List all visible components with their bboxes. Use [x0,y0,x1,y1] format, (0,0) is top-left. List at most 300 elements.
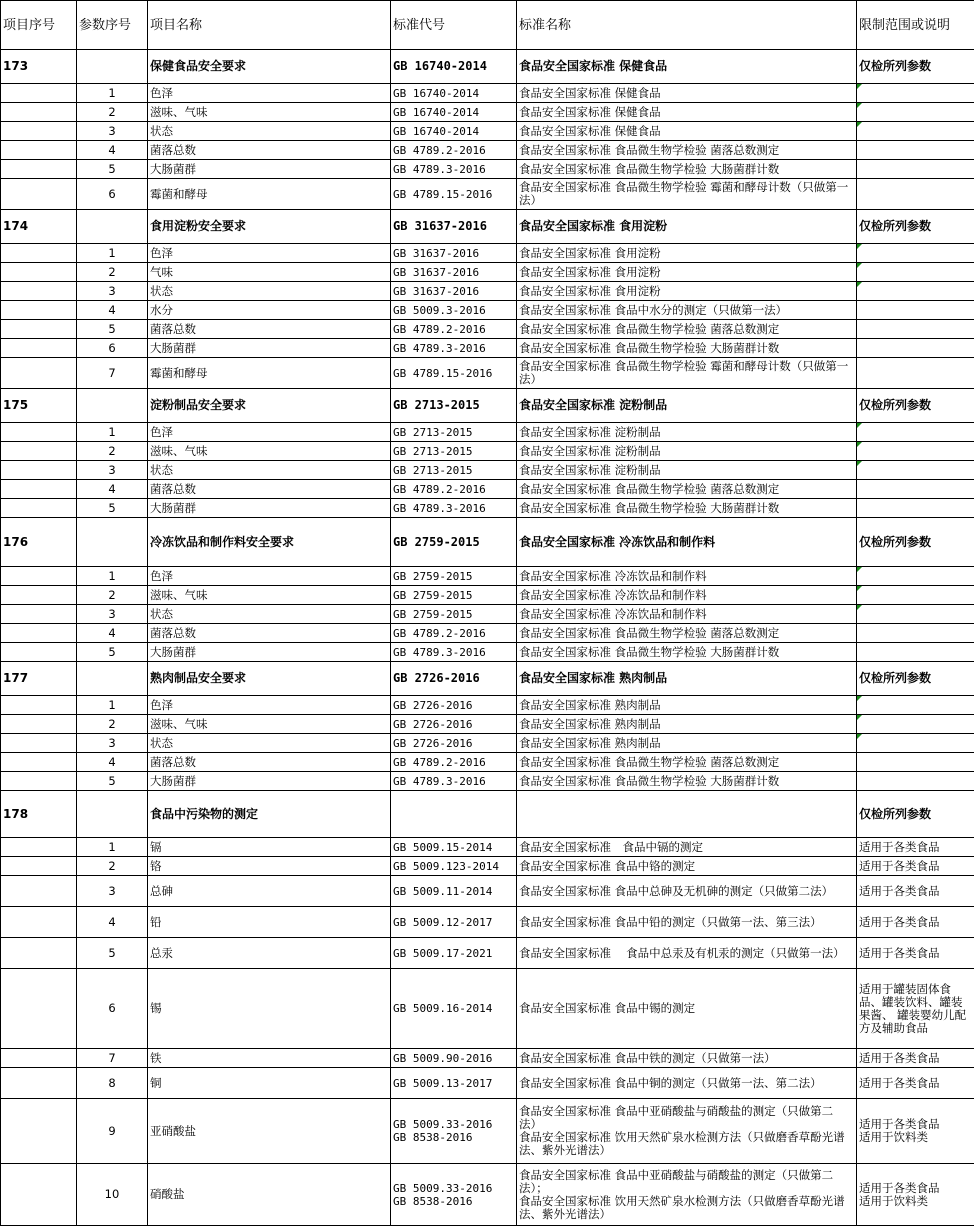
cell-standard-code: GB 16740-2014 [391,50,517,84]
cell-scope [857,141,974,160]
cell-param-no [77,50,148,84]
cell-standard-name: 食品安全国家标准 食品微生物学检验 菌落总数测定 [517,753,857,772]
cell-scope [857,643,974,662]
cell-project-no [1,605,77,624]
cell-project-no [1,876,77,907]
cell-project-no [1,160,77,179]
cell-standard-name: 食品安全国家标准 食品中铬的测定 [517,857,857,876]
table-row [1,423,974,442]
cell-scope [857,423,974,442]
cell-param-no: 8 [77,1068,148,1099]
cell-project-no: 173 [1,50,77,84]
cell-standard-code: GB 31637-2016 [391,210,517,244]
cell-project-no [1,423,77,442]
cell-scope: 仅检所列参数 [857,210,974,244]
table-row [1,643,974,662]
cell-project-name: 冷冻饮品和制作料安全要求 [148,518,391,567]
cell-param-no: 5 [77,938,148,969]
cell-project-no [1,442,77,461]
cell-param-no: 2 [77,442,148,461]
cell-project-no: 174 [1,210,77,244]
table-row [1,160,974,179]
cell-standard-code: GB 5009.16-2014 [391,969,517,1049]
table-row [1,442,974,461]
cell-param-no: 2 [77,715,148,734]
cell-project-name: 总砷 [148,876,391,907]
header-standard-name: 标准名称 [517,1,857,50]
table-body [1,50,974,1226]
header-project-name: 项目名称 [148,1,391,50]
cell-param-no: 2 [77,103,148,122]
cell-standard-code: GB 16740-2014 [391,84,517,103]
cell-project-name: 铅 [148,907,391,938]
cell-param-no [77,791,148,838]
cell-param-no: 3 [77,122,148,141]
cell-scope: 仅检所列参数 [857,518,974,567]
cell-scope [857,753,974,772]
cell-param-no [77,662,148,696]
cell-standard-name: 食品安全国家标准 食用淀粉 [517,244,857,263]
cell-project-name: 霉菌和酵母 [148,179,391,210]
cell-param-no: 1 [77,696,148,715]
cell-project-name: 铜 [148,1068,391,1099]
cell-standard-code: GB 4789.2-2016 [391,480,517,499]
cell-standard-name: 食品安全国家标准 食品中锡的测定 [517,969,857,1049]
cell-standard-name: 食品安全国家标准 食品中总砷及无机砷的测定（只做第二法） [517,876,857,907]
cell-project-name: 菌落总数 [148,141,391,160]
cell-standard-name [517,791,857,838]
cell-project-name: 色泽 [148,84,391,103]
cell-standard-name: 食品安全国家标准 食品微生物学检验 菌落总数测定 [517,480,857,499]
table-row [1,358,974,389]
header-scope: 限制范围或说明 [857,1,974,50]
cell-scope [857,339,974,358]
cell-scope [857,179,974,210]
table-row [1,263,974,282]
cell-scope: 适用于各类食品 适用于饮料类 [857,1164,974,1226]
cell-project-no [1,122,77,141]
table-row [1,122,974,141]
cell-scope: 适用于各类食品 [857,857,974,876]
group-row [1,210,974,244]
cell-standard-name: 食品安全国家标准 食用淀粉 [517,210,857,244]
cell-scope [857,605,974,624]
cell-project-no [1,938,77,969]
cell-project-name: 大肠菌群 [148,499,391,518]
cell-standard-code: GB 4789.3-2016 [391,339,517,358]
cell-scope [857,461,974,480]
table-row [1,1049,974,1068]
cell-standard-name: 食品安全国家标准 熟肉制品 [517,715,857,734]
cell-project-name: 滋味、气味 [148,715,391,734]
cell-standard-name: 食品安全国家标准 食品中总汞及有机汞的测定（只做第一法） [517,938,857,969]
cell-standard-code: GB 4789.3-2016 [391,643,517,662]
cell-param-no: 1 [77,838,148,857]
cell-scope [857,84,974,103]
cell-project-no [1,301,77,320]
cell-project-name: 状态 [148,461,391,480]
cell-project-name: 食品中污染物的测定 [148,791,391,838]
cell-standard-code: GB 5009.11-2014 [391,876,517,907]
cell-project-no [1,339,77,358]
cell-param-no: 7 [77,358,148,389]
cell-standard-code: GB 5009.33-2016 GB 8538-2016 [391,1164,517,1226]
cell-param-no: 1 [77,423,148,442]
cell-standard-name: 食品安全国家标准 淀粉制品 [517,461,857,480]
header-param-no: 参数序号 [77,1,148,50]
cell-project-name: 大肠菌群 [148,643,391,662]
cell-project-no: 175 [1,389,77,423]
table-row [1,969,974,1049]
cell-param-no: 6 [77,179,148,210]
cell-standard-code: GB 2759-2015 [391,518,517,567]
table-row [1,141,974,160]
cell-project-name: 铬 [148,857,391,876]
cell-standard-name: 食品安全国家标准 冷冻饮品和制作料 [517,605,857,624]
cell-project-no: 177 [1,662,77,696]
cell-project-name: 状态 [148,122,391,141]
cell-param-no: 1 [77,567,148,586]
cell-standard-code: GB 4789.3-2016 [391,772,517,791]
group-row [1,662,974,696]
cell-standard-code: GB 5009.3-2016 [391,301,517,320]
cell-param-no: 1 [77,84,148,103]
cell-standard-name: 食品安全国家标准 保健食品 [517,122,857,141]
cell-scope: 适用于各类食品 [857,838,974,857]
cell-project-name: 大肠菌群 [148,339,391,358]
cell-scope [857,480,974,499]
cell-project-no: 176 [1,518,77,567]
cell-scope [857,734,974,753]
table-row [1,567,974,586]
cell-project-no [1,715,77,734]
table-row [1,753,974,772]
cell-project-no [1,696,77,715]
cell-standard-code: GB 16740-2014 [391,103,517,122]
cell-project-no [1,643,77,662]
cell-scope: 适用于各类食品 适用于饮料类 [857,1099,974,1164]
group-row [1,50,974,84]
cell-param-no: 5 [77,320,148,339]
group-row [1,791,974,838]
cell-standard-code: GB 5009.17-2021 [391,938,517,969]
table-row [1,586,974,605]
cell-standard-code: GB 31637-2016 [391,244,517,263]
cell-standard-code: GB 2713-2015 [391,442,517,461]
cell-scope [857,624,974,643]
cell-param-no: 3 [77,461,148,480]
cell-project-name: 滋味、气味 [148,442,391,461]
cell-param-no: 4 [77,480,148,499]
cell-param-no: 3 [77,734,148,753]
cell-project-name: 硝酸盐 [148,1164,391,1226]
cell-standard-code [391,791,517,838]
cell-scope [857,103,974,122]
cell-param-no [77,389,148,423]
cell-param-no: 4 [77,141,148,160]
cell-scope [857,122,974,141]
cell-standard-code: GB 4789.2-2016 [391,141,517,160]
cell-standard-code: GB 5009.33-2016 GB 8538-2016 [391,1099,517,1164]
cell-project-name: 亚硝酸盐 [148,1099,391,1164]
cell-scope [857,358,974,389]
cell-standard-name: 食品安全国家标准 食品中水分的测定（只做第一法） [517,301,857,320]
cell-param-no: 5 [77,643,148,662]
cell-project-name: 大肠菌群 [148,160,391,179]
cell-param-no: 3 [77,876,148,907]
cell-scope [857,282,974,301]
cell-standard-code: GB 2713-2015 [391,461,517,480]
cell-param-no: 9 [77,1099,148,1164]
cell-standard-name: 食品安全国家标准 食品微生物学检验 菌落总数测定 [517,624,857,643]
cell-project-name: 滋味、气味 [148,103,391,122]
cell-param-no: 2 [77,263,148,282]
header-standard-code: 标准代号 [391,1,517,50]
cell-project-no: 178 [1,791,77,838]
cell-param-no: 5 [77,499,148,518]
cell-project-name: 滋味、气味 [148,586,391,605]
cell-param-no: 3 [77,605,148,624]
table-row [1,876,974,907]
cell-standard-name: 食品安全国家标准 淀粉制品 [517,389,857,423]
cell-project-name: 气味 [148,263,391,282]
cell-standard-name: 食品安全国家标准 食用淀粉 [517,263,857,282]
cell-project-no [1,567,77,586]
cell-standard-name: 食品安全国家标准 食用淀粉 [517,282,857,301]
cell-scope: 仅检所列参数 [857,50,974,84]
cell-standard-name: 食品安全国家标准 食品微生物学检验 菌落总数测定 [517,320,857,339]
cell-project-no [1,907,77,938]
table-row [1,907,974,938]
cell-standard-code: GB 5009.90-2016 [391,1049,517,1068]
cell-scope: 适用于各类食品 [857,1068,974,1099]
table-row [1,244,974,263]
table-row [1,301,974,320]
cell-scope: 适用于罐装固体食品、罐装饮料、罐装果酱、 罐装婴幼儿配方及辅助食品 [857,969,974,1049]
cell-standard-code: GB 2759-2015 [391,567,517,586]
table-row [1,480,974,499]
table-row [1,938,974,969]
cell-standard-code: GB 4789.3-2016 [391,160,517,179]
cell-scope: 适用于各类食品 [857,1049,974,1068]
cell-standard-code: GB 4789.2-2016 [391,624,517,643]
cell-standard-code: GB 2726-2016 [391,715,517,734]
cell-project-no [1,358,77,389]
cell-project-no [1,857,77,876]
cell-scope [857,499,974,518]
cell-project-no [1,103,77,122]
cell-project-name: 状态 [148,282,391,301]
cell-project-no [1,624,77,643]
cell-scope [857,696,974,715]
cell-param-no [77,518,148,567]
cell-standard-code: GB 4789.15-2016 [391,179,517,210]
cell-scope: 适用于各类食品 [857,938,974,969]
cell-standard-code: GB 2726-2016 [391,696,517,715]
cell-project-name: 镉 [148,838,391,857]
cell-standard-name: 食品安全国家标准 保健食品 [517,84,857,103]
cell-project-name: 菌落总数 [148,480,391,499]
table-row [1,605,974,624]
table-row [1,179,974,210]
cell-scope: 适用于各类食品 [857,907,974,938]
cell-project-name: 大肠菌群 [148,772,391,791]
cell-param-no: 3 [77,282,148,301]
cell-standard-name: 食品安全国家标准 食品微生物学检验 霉菌和酵母计数（只做第一法） [517,358,857,389]
cell-param-no: 5 [77,772,148,791]
cell-project-name: 总汞 [148,938,391,969]
cell-scope [857,772,974,791]
cell-param-no: 4 [77,301,148,320]
cell-standard-name: 食品安全国家标准 食品微生物学检验 大肠菌群计数 [517,160,857,179]
cell-param-no: 5 [77,160,148,179]
cell-project-name: 菌落总数 [148,624,391,643]
table-row [1,461,974,480]
cell-standard-code: GB 31637-2016 [391,263,517,282]
cell-project-no [1,1068,77,1099]
cell-param-no: 4 [77,753,148,772]
cell-project-name: 铁 [148,1049,391,1068]
cell-project-no [1,772,77,791]
table-row [1,857,974,876]
cell-project-name: 色泽 [148,567,391,586]
cell-standard-name: 食品安全国家标准 食品微生物学检验 大肠菌群计数 [517,643,857,662]
cell-project-no [1,499,77,518]
cell-standard-name: 食品安全国家标准 保健食品 [517,103,857,122]
table-row [1,624,974,643]
cell-standard-code: GB 5009.12-2017 [391,907,517,938]
table-row [1,734,974,753]
cell-param-no: 7 [77,1049,148,1068]
table-row [1,84,974,103]
cell-scope: 仅检所列参数 [857,389,974,423]
cell-scope [857,567,974,586]
cell-scope [857,301,974,320]
cell-standard-code: GB 5009.15-2014 [391,838,517,857]
cell-project-name: 菌落总数 [148,320,391,339]
cell-scope [857,586,974,605]
table-row [1,282,974,301]
cell-standard-name: 食品安全国家标准 食品中铁的测定（只做第一法） [517,1049,857,1068]
cell-standard-code: GB 5009.13-2017 [391,1068,517,1099]
cell-standard-code: GB 2759-2015 [391,586,517,605]
cell-standard-name: 食品安全国家标准 冷冻饮品和制作料 [517,518,857,567]
cell-param-no: 6 [77,969,148,1049]
table-row [1,499,974,518]
cell-standard-name: 食品安全国家标准 食品微生物学检验 菌落总数测定 [517,141,857,160]
cell-project-name: 色泽 [148,244,391,263]
cell-project-no [1,1164,77,1226]
cell-standard-name: 食品安全国家标准 食品微生物学检验 霉菌和酵母计数（只做第一法） [517,179,857,210]
cell-project-name: 色泽 [148,423,391,442]
table-row [1,1099,974,1164]
table-row [1,1164,974,1226]
cell-project-no [1,969,77,1049]
cell-project-no [1,179,77,210]
cell-standard-name: 食品安全国家标准 食品中镉的测定 [517,838,857,857]
cell-scope: 仅检所列参数 [857,791,974,838]
cell-standard-code: GB 2726-2016 [391,734,517,753]
cell-project-no [1,84,77,103]
cell-scope [857,244,974,263]
cell-standard-code: GB 2759-2015 [391,605,517,624]
cell-project-no [1,320,77,339]
group-row [1,389,974,423]
cell-standard-name: 食品安全国家标准 熟肉制品 [517,662,857,696]
cell-standard-code: GB 4789.2-2016 [391,753,517,772]
cell-standard-name: 食品安全国家标准 食品微生物学检验 大肠菌群计数 [517,499,857,518]
cell-standard-name: 食品安全国家标准 熟肉制品 [517,696,857,715]
cell-scope: 适用于各类食品 [857,876,974,907]
cell-project-no [1,461,77,480]
cell-standard-code: GB 4789.15-2016 [391,358,517,389]
cell-project-name: 色泽 [148,696,391,715]
table-row [1,715,974,734]
header-project-no: 项目序号 [1,1,77,50]
cell-param-no: 2 [77,586,148,605]
cell-standard-code: GB 31637-2016 [391,282,517,301]
cell-project-name: 食用淀粉安全要求 [148,210,391,244]
cell-scope: 仅检所列参数 [857,662,974,696]
cell-param-no: 4 [77,624,148,643]
cell-scope [857,715,974,734]
cell-scope [857,160,974,179]
header-row [1,1,974,50]
cell-standard-name: 食品安全国家标准 淀粉制品 [517,442,857,461]
table-row [1,1068,974,1099]
cell-standard-code: GB 4789.2-2016 [391,320,517,339]
cell-standard-name: 食品安全国家标准 食品微生物学检验 大肠菌群计数 [517,339,857,358]
cell-param-no [77,210,148,244]
cell-standard-name: 食品安全国家标准 食品微生物学检验 大肠菌群计数 [517,772,857,791]
cell-standard-name: 食品安全国家标准 食品中亚硝酸盐与硝酸盐的测定（只做第二法）； 食品安全国家标准 饮用天然矿泉水检测方法（只做磨香草酚光谱法、紫外光谱法） [517,1164,857,1226]
cell-project-name: 水分 [148,301,391,320]
cell-param-no: 4 [77,907,148,938]
cell-project-no [1,734,77,753]
cell-project-name: 菌落总数 [148,753,391,772]
cell-param-no: 2 [77,857,148,876]
cell-project-name: 熟肉制品安全要求 [148,662,391,696]
table-row [1,320,974,339]
cell-param-no: 6 [77,339,148,358]
cell-project-name: 霉菌和酵母 [148,358,391,389]
group-row [1,518,974,567]
cell-standard-name: 食品安全国家标准 冷冻饮品和制作料 [517,567,857,586]
cell-project-name: 状态 [148,734,391,753]
cell-standard-name: 食品安全国家标准 冷冻饮品和制作料 [517,586,857,605]
table-row [1,339,974,358]
table-row [1,103,974,122]
cell-project-no [1,141,77,160]
cell-project-no [1,753,77,772]
cell-param-no: 10 [77,1164,148,1226]
cell-standard-code: GB 4789.3-2016 [391,499,517,518]
cell-standard-code: GB 2713-2015 [391,389,517,423]
cell-scope [857,442,974,461]
cell-project-no [1,480,77,499]
cell-project-name: 锡 [148,969,391,1049]
cell-project-no [1,586,77,605]
cell-standard-name: 食品安全国家标准 食品中铅的测定（只做第一法、第三法） [517,907,857,938]
cell-project-no [1,282,77,301]
cell-scope [857,263,974,282]
cell-project-name: 淀粉制品安全要求 [148,389,391,423]
cell-project-no [1,263,77,282]
cell-standard-name: 食品安全国家标准 淀粉制品 [517,423,857,442]
table-row [1,838,974,857]
cell-standard-name: 食品安全国家标准 食品中铜的测定（只做第一法、第二法） [517,1068,857,1099]
cell-project-name: 状态 [148,605,391,624]
